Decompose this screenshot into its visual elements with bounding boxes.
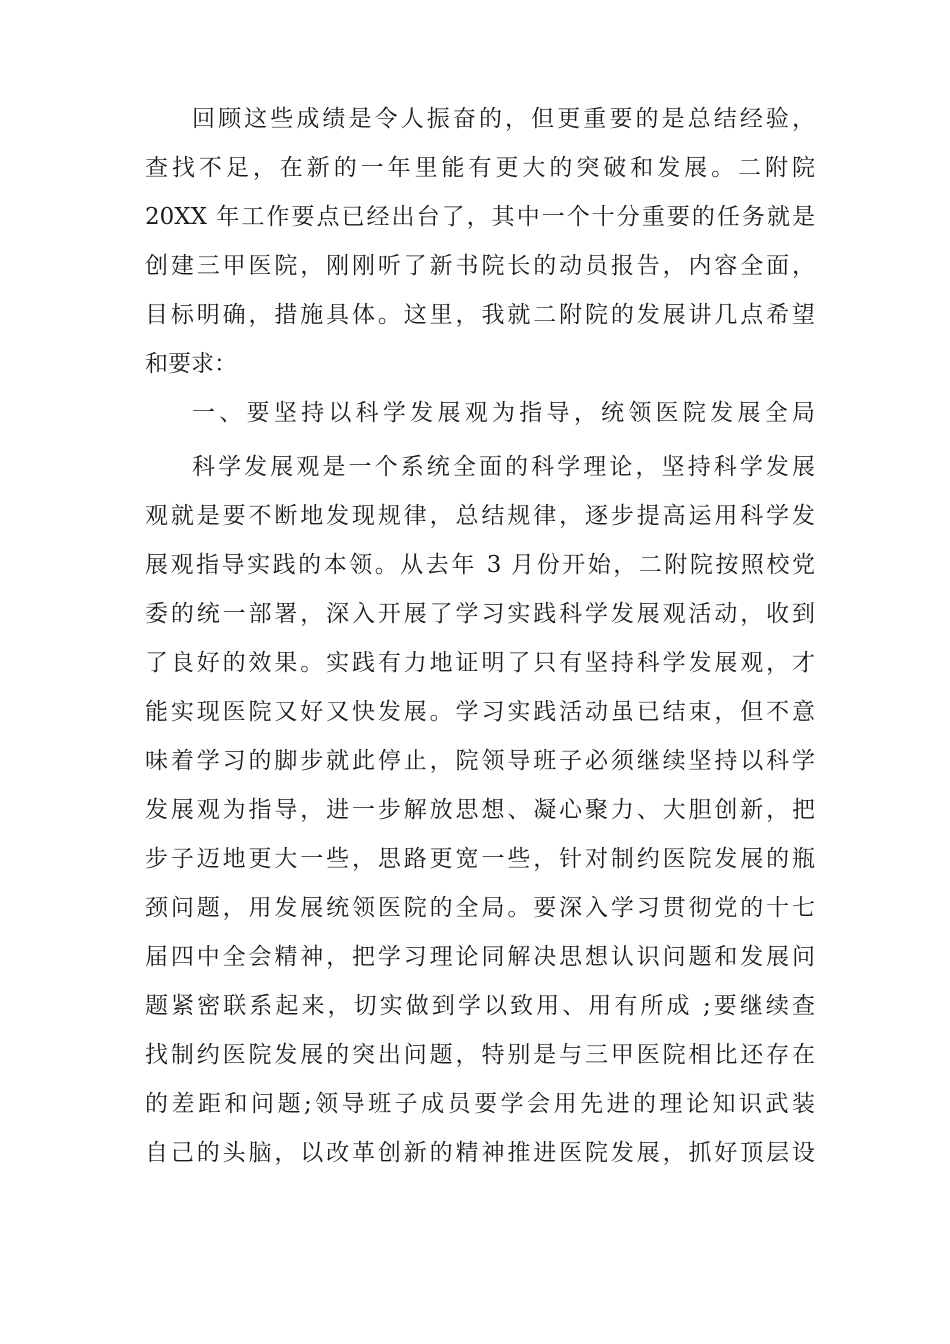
paragraph-line: 题紧密联系起来，切实做到学以致用、用有所成 ;要继续查 xyxy=(145,993,815,1019)
paragraph-line: 的差距和问题;领导班子成员要学会用先进的理论知识武装 xyxy=(145,1091,815,1117)
paragraph-line: 步子迈地更大一些，思路更宽一些，针对制约医院发展的瓶 xyxy=(145,846,815,872)
paragraph-line: 自己的头脑，以改革创新的精神推进医院发展，抓好顶层设 xyxy=(145,1140,815,1166)
paragraph-line: 了良好的效果。实践有力地证明了只有坚持科学发展观，才 xyxy=(145,650,815,676)
paragraph-line: 展观指导实践的本领。从去年 3 月份开始，二附院按照校党 xyxy=(145,552,815,578)
section-heading: 一、要坚持以科学发展观为指导，统领医院发展全局 xyxy=(192,400,815,426)
paragraph-line: 创建三甲医院，刚刚听了新书院长的动员报告，内容全面， xyxy=(145,253,815,279)
paragraph-line: 观就是要不断地发现规律，总结规律，逐步提高运用科学发 xyxy=(145,503,815,529)
paragraph-line: 发展观为指导，进一步解放思想、凝心聚力、大胆创新，把 xyxy=(145,797,815,823)
paragraph-line: 能实现医院又好又快发展。学习实践活动虽已结束，但不意 xyxy=(145,699,815,725)
paragraph-line: 委的统一部署，深入开展了学习实践科学发展观活动，收到 xyxy=(145,601,815,627)
paragraph-line: 味着学习的脚步就此停止，院领导班子必须继续坚持以科学 xyxy=(145,748,815,774)
paragraph-line: 回顾这些成绩是令人振奋的，但更重要的是总结经验， xyxy=(192,106,815,132)
paragraph-line: 和要求： xyxy=(145,351,237,377)
paragraph-line: 目标明确，措施具体。这里，我就二附院的发展讲几点希望 xyxy=(145,302,815,328)
paragraph-line: 颈问题，用发展统领医院的全局。要深入学习贯彻党的十七 xyxy=(145,895,815,921)
paragraph-line: 届四中全会精神，把学习理论同解决思想认识问题和发展问 xyxy=(145,944,815,970)
paragraph-line: 20XX 年工作要点已经出台了，其中一个十分重要的任务就是 xyxy=(145,204,815,230)
paragraph-line: 科学发展观是一个系统全面的科学理论，坚持科学发展 xyxy=(192,454,815,480)
paragraph-line: 查找不足，在新的一年里能有更大的突破和发展。二附院 xyxy=(145,155,815,181)
paragraph-line: 找制约医院发展的突出问题，特别是与三甲医院相比还存在 xyxy=(145,1042,815,1068)
